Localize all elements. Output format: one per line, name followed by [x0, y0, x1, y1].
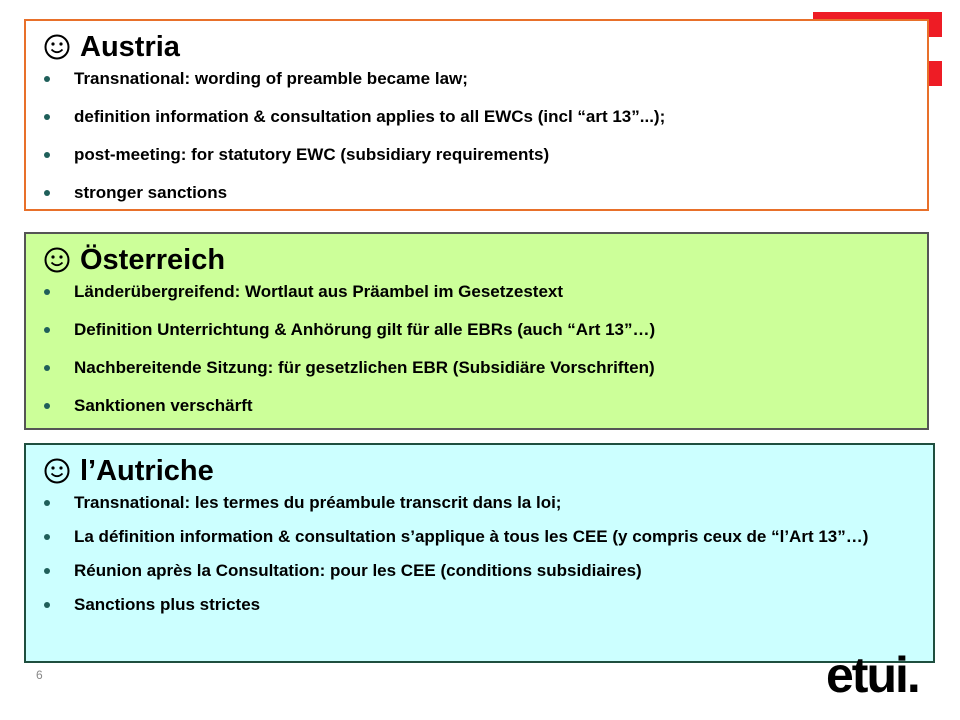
bullet-icon — [44, 602, 50, 608]
section-title: Österreich — [80, 243, 226, 276]
bullet-icon — [44, 500, 50, 506]
section-title: l’Autriche — [80, 454, 214, 487]
bullet-icon — [44, 568, 50, 574]
bullet-icon — [44, 114, 50, 120]
section-title: Austria — [80, 30, 180, 63]
bullet-icon — [44, 76, 50, 82]
list-item: stronger sanctions — [26, 183, 927, 203]
bullet-icon — [44, 534, 50, 540]
bullet-list — [26, 282, 927, 416]
list-item: Sanktionen verschärft — [26, 396, 927, 416]
section-austria-de — [24, 232, 929, 430]
smiley-icon — [44, 458, 70, 484]
bullet-icon — [44, 152, 50, 158]
section-heading — [44, 242, 927, 278]
list-item: Nachbereitende Sitzung: für gesetzlichen EBR (Subsidiäre Vorschriften) — [26, 358, 927, 378]
bullet-icon — [44, 403, 50, 409]
bullet-list — [26, 69, 927, 203]
bullet-icon — [44, 289, 50, 295]
list-item: definition information & consultation applies to all EWCs (incl “art 13”...); — [26, 107, 927, 127]
list-item: Réunion après la Consultation: pour les CEE (conditions subsidiaires) — [26, 561, 933, 581]
smiley-icon — [44, 247, 70, 273]
list-item: Definition Unterrichtung & Anhörung gilt für alle EBRs (auch “Art 13”…) — [26, 320, 927, 340]
list-item: Länderübergreifend: Wortlaut aus Präambel im Gesetzestext — [26, 282, 927, 302]
page-number: 6 — [36, 668, 43, 682]
section-austria-fr — [24, 443, 935, 663]
bullet-list — [26, 493, 933, 615]
section-austria-en — [24, 19, 929, 211]
list-item: Transnational: wording of preamble became law; — [26, 69, 927, 89]
list-item: La définition information & consultation s’applique à tous les CEE (y compris ceux de “l’Art 13”…) — [26, 527, 933, 547]
bullet-icon — [44, 365, 50, 371]
bullet-icon — [44, 327, 50, 333]
bullet-icon — [44, 190, 50, 196]
list-item: Sanctions plus strictes — [26, 595, 933, 615]
section-heading — [44, 29, 927, 65]
list-item: Transnational: les termes du préambule transcrit dans la loi; — [26, 493, 933, 513]
section-heading — [44, 453, 933, 489]
etui-logo: etui. — [826, 647, 919, 703]
smiley-icon — [44, 34, 70, 60]
list-item: post-meeting: for statutory EWC (subsidiary requirements) — [26, 145, 927, 165]
